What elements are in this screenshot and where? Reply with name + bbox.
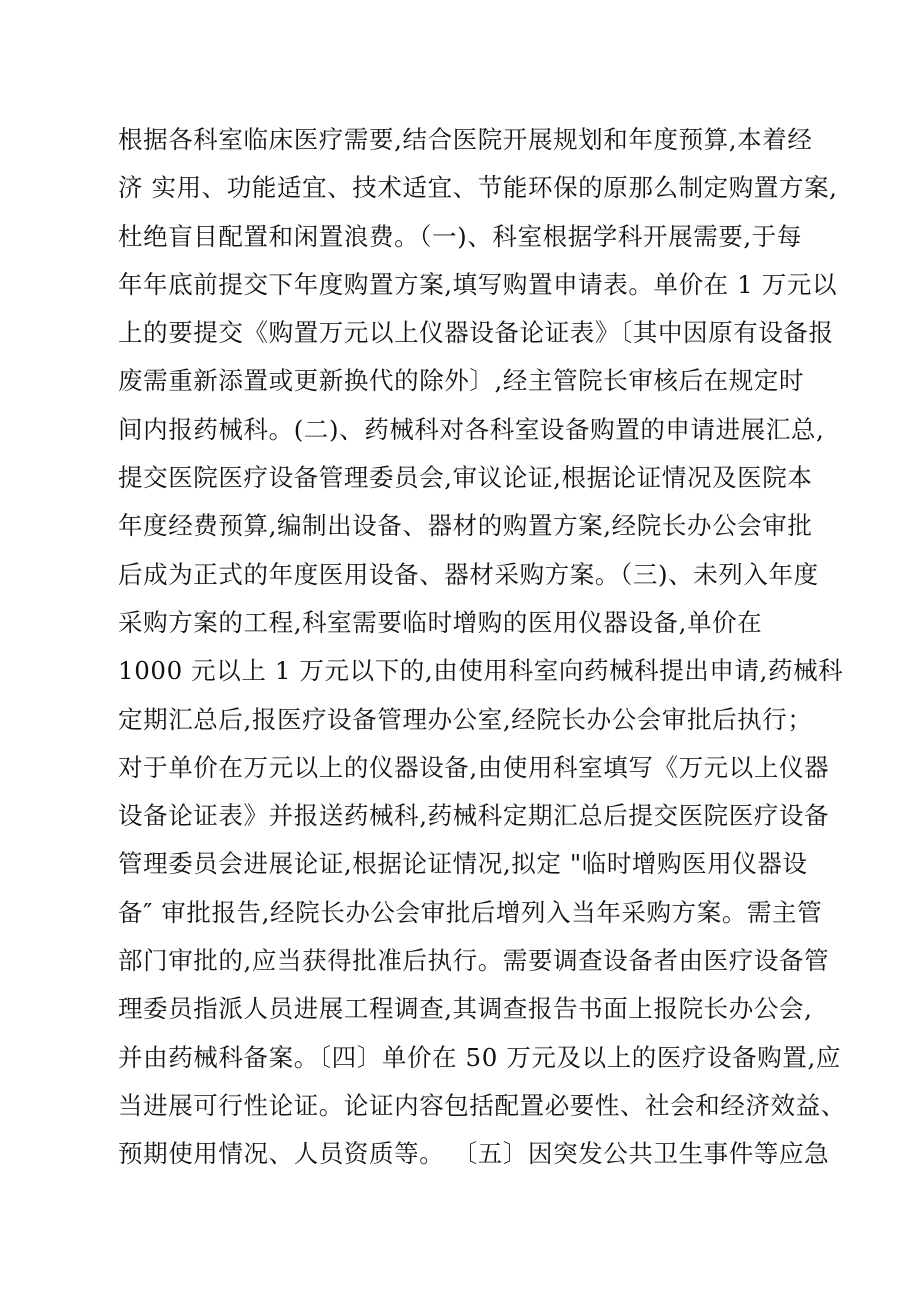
text-line: 根据各科室临床医疗需要,结合医院开展规划和年度预算,本着经: [118, 125, 813, 154]
text-line: 杜绝盲目配置和闲置浪费。（一)、科室根据学科开展需要,于每: [118, 221, 802, 251]
text-line: 定期汇总后,报医疗设备管理办公室,经院长办公会审批后执行；: [118, 704, 813, 734]
text-line: 济 实用、功能适宜、技术适宜、节能环保的原那么制定购置方案,: [118, 173, 838, 203]
text-line: 预期使用情况、人员资质等。 〔五〕因突发公共卫生事件等应急: [118, 1139, 830, 1169]
text-line: 提交医院医疗设备管理委员会,审议论证,根据论证情况及医院本: [118, 463, 813, 493]
document-body-text: [118, 116, 846, 1179]
text-line: 废需重新添置或更新换代的除外〕,经主管院长审核后在规定时: [118, 366, 805, 396]
text-line: 管理委员会进展论证,根据论证情况,拟定 "临时增购医用仪器设: [118, 849, 808, 879]
text-line: 年年底前提交下年度购置方案,填写购置申请表。单价在 1 万元以: [118, 269, 838, 299]
text-line: 当进展可行性论证。论证内容包括配置必要性、社会和经济效益、: [118, 1090, 846, 1120]
text-line: 后成为正式的年度医用设备、器材采购方案。（三)、未列入年度: [118, 559, 819, 589]
text-line: 备″ 审批报告,经院长办公会审批后增列入当年采购方案。需主管: [118, 897, 823, 927]
text-line: 设备论证表》并报送药械科,药械科定期汇总后提交医院医疗设备: [118, 801, 830, 831]
text-line: 采购方案的工程,科室需要临时增购的医用仪器设备,单价在: [118, 607, 763, 637]
text-line: 上的要提交《购置万元以上仪器设备论证表》〔其中因原有设备报: [118, 318, 834, 348]
text-line: 并由药械科备案。〔四〕单价在 50 万元及以上的医疗设备购置,应: [118, 1042, 841, 1072]
text-line: 部门审批的,应当获得批准后执行。需要调查设备者由医疗设备管: [118, 946, 830, 976]
text-line: 对于单价在万元以上的仪器设备,由使用科室填写《万元以上仪器: [118, 752, 830, 782]
text-line: 年度经费预算,编制出设备、器材的购置方案,经院长办公会审批: [118, 511, 813, 541]
text-line: 理委员指派人员进展工程调查,其调查报告书面上报院长办公会,: [118, 994, 813, 1024]
text-line: 间内报药械科。(二)、药械科对各科室设备购置的申请进展汇总,: [118, 414, 825, 444]
text-line: 1000 元以上 1 万元以下的,由使用科室向药械科提出申请,药械科: [118, 656, 844, 686]
